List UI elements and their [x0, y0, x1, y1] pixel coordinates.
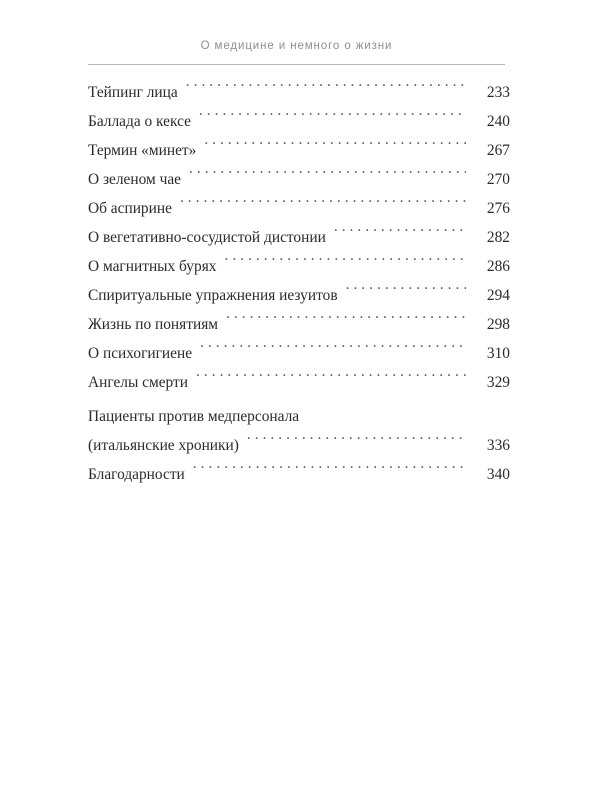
toc-entry-title: Тейпинг лица — [88, 84, 178, 101]
toc-entry-title: Об аспирине — [88, 200, 172, 217]
toc-entry-page: 329 — [486, 374, 510, 391]
toc-entry[interactable] — [88, 431, 510, 460]
toc-entry-page: 298 — [486, 316, 510, 333]
toc-entry-page: 294 — [486, 287, 510, 304]
toc-dot-leader — [193, 464, 466, 479]
toc-entry-title: Жизнь по понятиям — [88, 316, 219, 333]
toc-dot-leader — [186, 82, 466, 97]
toc-entry-title: Ангелы смерти — [88, 374, 189, 391]
toc-dot-leader — [226, 314, 466, 329]
toc-entry-page: 270 — [486, 171, 510, 188]
toc-dot-leader — [247, 435, 466, 450]
toc-entry[interactable] — [88, 339, 510, 368]
toc-dot-leader — [224, 256, 466, 271]
toc-entry[interactable] — [88, 78, 510, 107]
table-of-contents — [88, 78, 510, 489]
toc-entry-page: 282 — [486, 229, 510, 246]
header-divider-rule — [88, 64, 505, 65]
toc-entry-title: Спиритуальные упражнения иезуитов — [88, 287, 338, 304]
toc-dot-leader — [346, 285, 466, 300]
toc-entry-page: 267 — [486, 142, 510, 159]
toc-entry[interactable] — [88, 281, 510, 310]
toc-entry-title: Баллада о кексе — [88, 113, 191, 130]
toc-entry[interactable] — [88, 223, 510, 252]
toc-entry-title: Термин «минет» — [88, 142, 197, 159]
toc-entry-line[interactable] — [88, 402, 510, 431]
toc-entry[interactable] — [88, 460, 510, 489]
toc-dot-leader — [189, 169, 466, 184]
toc-entry[interactable] — [88, 194, 510, 223]
toc-entry[interactable] — [88, 368, 510, 397]
toc-dot-leader — [204, 140, 466, 155]
toc-entry[interactable] — [88, 310, 510, 339]
toc-entry-title: Пациенты против медперсонала — [88, 408, 300, 425]
toc-dot-leader — [200, 343, 466, 358]
toc-entry[interactable] — [88, 107, 510, 136]
toc-entry[interactable] — [88, 252, 510, 281]
toc-entry-page: 336 — [486, 437, 510, 454]
toc-entry-page: 310 — [486, 345, 510, 362]
toc-entry[interactable] — [88, 136, 510, 165]
toc-entry-title: О зеленом чае — [88, 171, 182, 188]
toc-entry-page: 240 — [486, 113, 510, 130]
toc-entry[interactable] — [88, 165, 510, 194]
toc-entry-page: 276 — [486, 200, 510, 217]
toc-entry-page: 340 — [486, 466, 510, 483]
toc-entry-title: О психогигиене — [88, 345, 193, 362]
toc-entry-page: 233 — [486, 84, 510, 101]
toc-entry-title: О магнитных бурях — [88, 258, 217, 275]
toc-entry-page: 286 — [486, 258, 510, 275]
toc-dot-leader — [196, 372, 466, 387]
running-head: О медицине и немного о жизни — [200, 40, 393, 52]
toc-entry-title: О вегетативно-сосудистой дистонии — [88, 229, 326, 246]
toc-entry-title-continued: (итальянские хроники) — [88, 437, 239, 454]
toc-dot-leader — [180, 198, 466, 213]
toc-entry-title: Благодарности — [88, 466, 185, 483]
toc-dot-leader — [199, 111, 466, 126]
toc-dot-leader — [334, 227, 466, 242]
